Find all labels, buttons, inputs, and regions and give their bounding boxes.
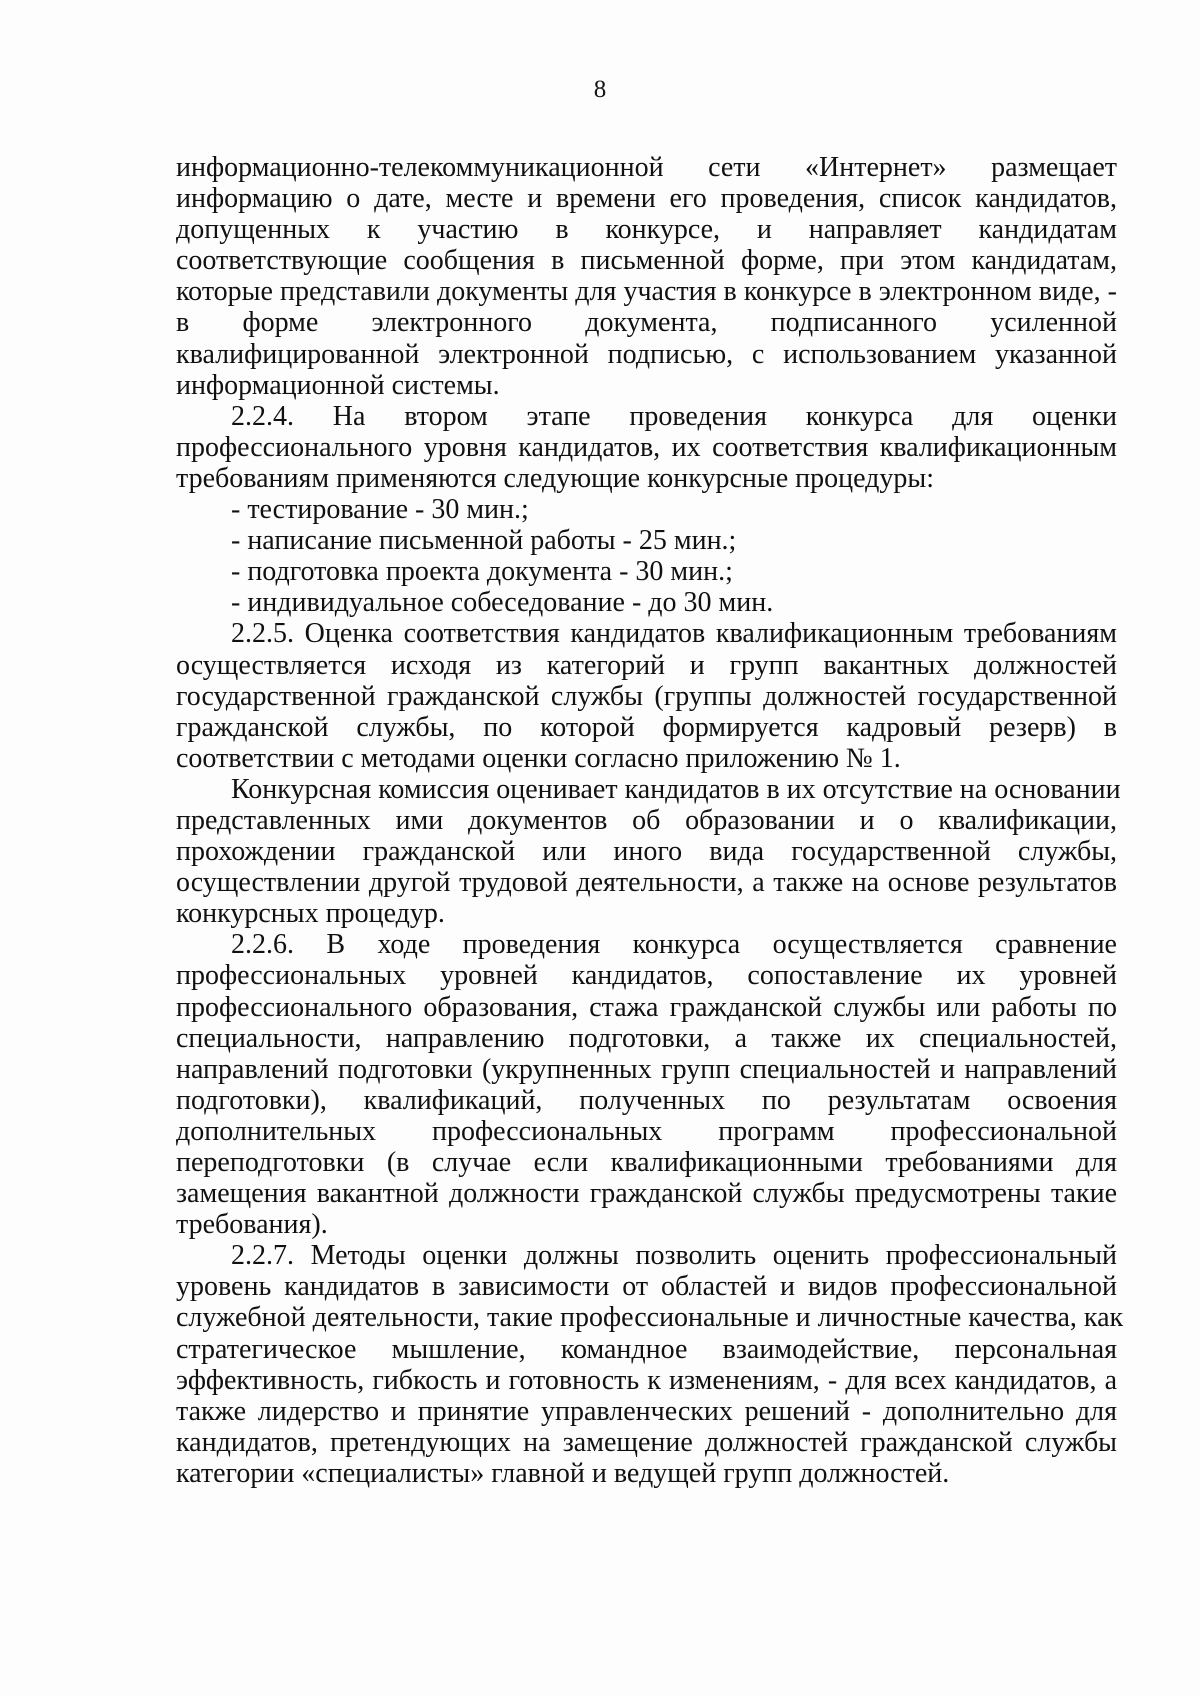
text-line: - тестирование - 30 мин.; (231, 494, 529, 526)
text-line: профессионального уровня кандидатов, их соответствия квалификационным (176, 431, 1117, 463)
text-line: также лидерство и принятие управленческих решений - дополнительно для (176, 1395, 1117, 1427)
text-line: требованиям применяются следующие конкурсные процедуры: (176, 462, 934, 494)
text-line: информацию о дате, месте и времени его проведения, список кандидатов, (176, 183, 1117, 215)
text-line: - индивидуальное собеседование - до 30 мин. (231, 587, 774, 619)
text-line: 2.2.7. Методы оценки должны позволить оценить профессиональный (231, 1240, 1117, 1272)
text-line: профессиональных уровней кандидатов, сопоставление их уровней (176, 960, 1117, 992)
text-line: переподготовки (в случае если квалификационными требованиями для (176, 1147, 1117, 1178)
text-line: информационной системы. (176, 369, 500, 401)
text-line: квалифицированной электронной подписью, с использованием указанной (176, 338, 1117, 370)
text-line: дополнительных профессиональных программ профессиональной (176, 1115, 1117, 1147)
text-line: направлений подготовки (укрупненных групп специальностей и направлений (176, 1053, 1117, 1085)
text-line: прохождении гражданской или иного вида государственной службы, (176, 836, 1117, 868)
text-line: осуществлении другой трудовой деятельности, а также на основе результатов (176, 867, 1117, 899)
text-line: соответствии с методами оценки согласно приложению № 1. (176, 742, 901, 774)
text-line: 2.2.5. Оценка соответствия кандидатов квалификационным требованиям (231, 618, 1117, 650)
text-line: кандидатов, претендующих на замещение должностей гражданской службы (176, 1426, 1117, 1458)
text-line: специальности, направлению подготовки, а также их специальностей, (176, 1022, 1117, 1054)
text-line: представленных ими документов об образовании и о квалификации, (176, 804, 1117, 836)
text-line: эффективность, гибкость и готовность к изменениям, - для всех кандидатов, а (176, 1364, 1117, 1396)
text-line: требования). (176, 1209, 328, 1241)
text-line: осуществляется исходя из категорий и групп вакантных должностей (176, 649, 1117, 681)
text-line: профессионального образования, стажа гражданской службы или работы по (176, 991, 1117, 1023)
text-line: замещения вакантной должности гражданской службы предусмотрены такие (176, 1178, 1117, 1210)
text-line: в форме электронного документа, подписанного усиленной (176, 307, 1117, 339)
text-line: соответствующие сообщения в письменной форме, при этом кандидатам, (176, 245, 1117, 277)
text-line: уровень кандидатов в зависимости от областей и видов профессиональной (176, 1271, 1117, 1303)
text-line: - подготовка проекта документа - 30 мин.; (231, 556, 733, 588)
text-line: государственной гражданской службы (группы должностей государственной (176, 680, 1117, 712)
body-text (176, 152, 1124, 1489)
text-line: категории «специалисты» главной и ведущей групп должностей. (176, 1457, 950, 1489)
text-line: служебной деятельности, такие профессиональные и личностные качества, как (176, 1302, 1124, 1334)
text-line: 2.2.6. В ходе проведения конкурса осуществляется сравнение (231, 929, 1117, 961)
text-line: допущенных к участию в конкурсе, и направляет кандидатам (176, 214, 1117, 246)
text-line: стратегическое мышление, командное взаимодействие, персональная (176, 1333, 1117, 1365)
text-line: 2.2.4. На втором этапе проведения конкурса для оценки (231, 400, 1117, 432)
text-line: гражданской службы, по которой формируется кадровый резерв) в (176, 711, 1117, 743)
text-line: Конкурсная комиссия оценивает кандидатов в их отсутствие на основании (231, 773, 1121, 805)
text-line: - написание письменной работы - 25 мин.; (231, 525, 737, 557)
text-line: информационно-телекоммуникационной сети «Интернет» размещает (176, 152, 1117, 183)
text-line: конкурсных процедур. (176, 898, 445, 930)
text-line: подготовки), квалификаций, полученных по результатам освоения (176, 1084, 1117, 1116)
page-number: 8 (593, 76, 607, 103)
text-line: которые представили документы для участия в конкурсе в электронном виде, - (176, 276, 1117, 308)
